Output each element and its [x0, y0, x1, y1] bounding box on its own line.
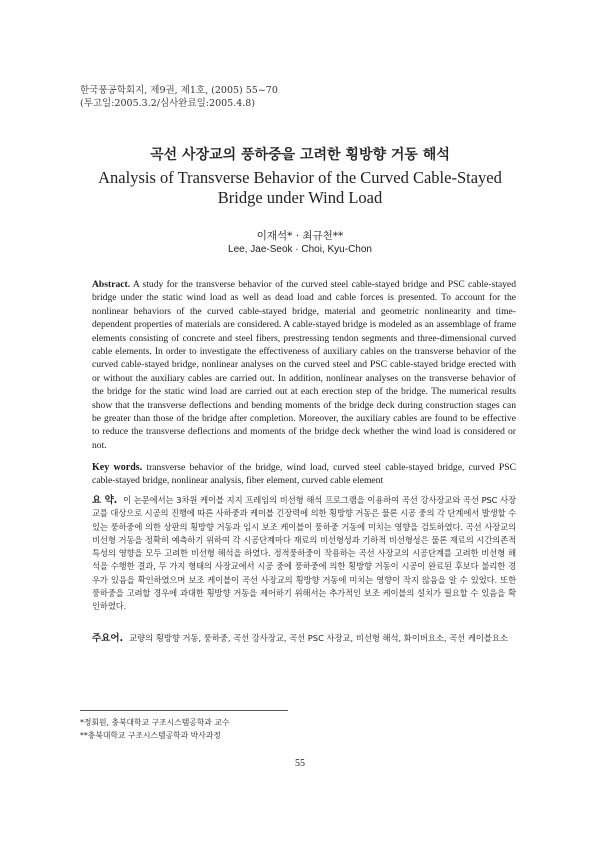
- keywords-text: transverse behavior of the bridge, wind load, curved steel cable-stayed bridge, curved PSC cable-stayed bridge, nonlinear analysis, fiber element, curved cable element: [92, 462, 516, 487]
- korean-title: 곡선 사장교의 풍하중을 고려한 횡방향 거동 해석: [150, 147, 450, 163]
- english-title-line-2: Bridge under Wind Load: [217, 188, 383, 207]
- footnote-divider: [80, 710, 288, 711]
- english-title-line-1: Analysis of Transverse Behavior of the Curved Cable-Stayed: [98, 168, 502, 187]
- abstract-label: Abstract.: [92, 279, 131, 290]
- korean-keywords: [92, 632, 516, 645]
- page-number: 55: [295, 758, 305, 769]
- korean-summary-text: 이 논문에서는 3차원 케이블 지지 프레임의 비선형 해석 프로그램을 이용하여 곡선 강사장교와 곡선 PSC 사장교를 대상으로 시공의 진행에 따른 사하중과 케이블 긴장력에 의한 횡방향 거동은 물론 시공 중의 각 단계에서 발생할 수 있는 풍하중에 의한 상판의 횡방향 거동과 임시 보조 케이블이 풍하중 거동에 미치는 영향을 검토하였다. 곡선 사장교의 비선형 거동을 정확히 예측하기 위하여 각 시공단계마다 재료의 비선형성과 기하적 비선형성은 물론 재료의 시간의존적 특성의 영향을 모두 고려한 비선형 해석을 하였다. 정적풍하중이 작용하는 곡선 사장교의 시공단계를 고려한 비선형 해석을 수행한 결과, 두 가지 형태의 사장교에서 시공 중에 풍하중에 의한 횡방향 거동이 시공이 완료된 후보다 불리한 경우가 있음을 확인하였으며 보조 케이블이 곡선 사장교의 횡방향 거동에 미치는 영향이 작지 않음을 알 수 있었다. 또한 풍하중을 고려할 경우에 과대한 횡방향 거동을 제어하기 위해서는 추가적인 보조 케이블의 설치가 필요할 수 있음을 확인하였다.: [92, 495, 516, 612]
- keywords: [92, 461, 516, 488]
- authors-english: Lee, Jae-Seok · Choi, Kyu-Chon: [228, 244, 372, 255]
- journal-citation: 한국풍공학회지, 제9권, 제1호, (2005) 55~70: [80, 85, 278, 96]
- abstract-text: A study for the transverse behavior of the curved steel cable-stayed bridge and PSC cable-stayed bridge under the static wind load as well as dead load and cable forces is presented. To account for the nonlinear behaviors of the curved cable-stayed bridge, material and geometric nonlinearity and time-dependent properties of materials are considered. A cable-stayed bridge is modeled as an assemblage of frame elements consisting of concrete and steel fibers, prestressing tendon segments and three-dimensional curved cable elements. In order to investigate the effectiveness of auxiliary cables on the transverse behavior of the curved cable-stayed bridge, nonlinear analyses on the curved steel and PSC cable-stayed bridge erected with or without the auxiliary cables are carried out. In addition, nonlinear analyses on the transverse behavior of the bridge for the static wind load are carried out at each erection step of the bridge. The numerical results show that the transverse deflections and bending moments of the bridge deck during construction stages can be greater than those of the bridge after completion. Moreover, the auxiliary cables are found to be effective to reduce the transverse deflections and moments of the bridge deck whether the wind load is considered or not.: [92, 279, 516, 451]
- korean-keywords-text: 교량의 횡방향 거동, 풍하중, 곡선 강사장교, 곡선 PSC 사장교, 비선형 해석, 화이버요소, 곡선 케이블요소: [129, 633, 508, 643]
- footnote-1: *정회원, 충북대학교 구조시스템공학과 교수: [80, 718, 230, 727]
- korean-summary: [92, 494, 516, 614]
- keywords-label: Key words.: [92, 462, 143, 473]
- footnotes: [80, 716, 229, 742]
- korean-summary-label: 요 약.: [92, 495, 118, 506]
- abstract: [92, 278, 516, 452]
- footnote-2: **충북대학교 구조시스템공학과 박사과정: [80, 731, 221, 740]
- journal-header: [80, 84, 278, 110]
- english-title: [0, 168, 600, 208]
- authors-korean: 이재석* · 최규천**: [256, 230, 344, 242]
- submission-dates: (투고일:2005.3.2/심사완료일:2005.4.8): [80, 98, 256, 109]
- korean-keywords-label: 주요어.: [92, 633, 124, 644]
